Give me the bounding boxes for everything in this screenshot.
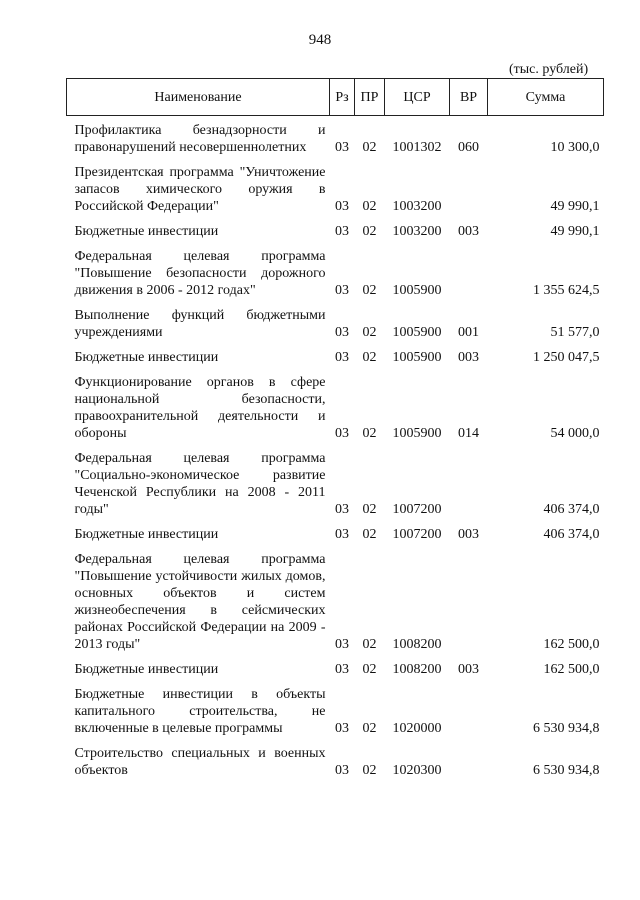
table-header-row [67, 79, 604, 116]
row-pr: 02 [362, 325, 377, 340]
row-rz: 03 [335, 350, 349, 365]
row-sum: 406 374,0 [543, 502, 600, 517]
row-vr [450, 248, 488, 307]
row-csr: 1008200 [392, 662, 442, 677]
row-sum: 10 300,0 [550, 140, 600, 155]
row-name: Бюджетные инвестиции [74, 662, 219, 677]
row-pr: 02 [362, 350, 377, 365]
table-row [67, 248, 604, 307]
row-sum: 1 250 047,5 [533, 350, 600, 365]
units-label: (тыс. рублей) [509, 62, 589, 77]
page-number: 948 [308, 32, 332, 48]
row-sum: 49 990,1 [550, 224, 600, 239]
row-csr: 1020000 [392, 721, 442, 736]
budget-table [66, 78, 604, 787]
row-csr: 1005900 [392, 283, 442, 298]
table-row [67, 116, 604, 165]
row-pr: 02 [362, 199, 377, 214]
row-csr: 1008200 [392, 637, 442, 652]
table-row [67, 745, 604, 787]
row-rz: 03 [335, 637, 349, 652]
table-row [67, 526, 604, 551]
row-rz: 03 [335, 199, 349, 214]
row-vr [450, 551, 488, 661]
row-vr: 001 [458, 325, 479, 340]
row-csr: 1007200 [392, 502, 442, 517]
row-name: Федеральная целевая программа "Повышение безопасности дорожного движения в 2006 - 2012 годах" [74, 249, 326, 298]
row-vr: 014 [458, 426, 479, 441]
row-pr: 02 [362, 426, 377, 441]
row-name: Федеральная целевая программа "Повышение устойчивости жилых домов, основных объектов и систем жизнеобеспечения в сейсмических районах Российской Федерации на 2009 - 2013 годы" [74, 552, 326, 652]
header-rz: Рз [330, 79, 355, 116]
header-vr: ВР [450, 79, 488, 116]
table-row [67, 223, 604, 248]
row-rz: 03 [335, 325, 349, 340]
row-name: Бюджетные инвестиции [74, 527, 219, 542]
row-pr: 02 [362, 502, 377, 517]
row-pr: 02 [362, 637, 377, 652]
table-row [67, 164, 604, 223]
row-vr [450, 164, 488, 223]
row-name: Функционирование органов в сфере национальной безопасности, правоохранительной деятельности и обороны [74, 375, 326, 441]
row-name: Бюджетные инвестиции [74, 224, 219, 239]
table-row [67, 661, 604, 686]
table-row [67, 307, 604, 349]
header-sum: Сумма [488, 79, 604, 116]
row-csr: 1007200 [392, 527, 442, 542]
row-rz: 03 [335, 283, 349, 298]
row-sum: 54 000,0 [550, 426, 600, 441]
table-row [67, 374, 604, 450]
row-rz: 03 [335, 140, 349, 155]
row-name: Федеральная целевая программа "Социально-экономическое развитие Чеченской Республики на 2008 - 2011 годы" [74, 451, 326, 517]
row-vr [450, 450, 488, 526]
row-vr: 003 [458, 662, 479, 677]
row-pr: 02 [362, 527, 377, 542]
row-vr: 060 [458, 140, 479, 155]
table-row [67, 686, 604, 745]
row-pr: 02 [362, 721, 377, 736]
table-row [67, 450, 604, 526]
row-vr: 003 [458, 350, 479, 365]
row-sum: 6 530 934,8 [533, 763, 600, 778]
row-csr: 1005900 [392, 325, 442, 340]
row-name: Бюджетные инвестиции в объекты капитального строительства, не включенные в целевые программы [74, 687, 326, 736]
row-name: Строительство специальных и военных объектов [74, 746, 326, 778]
row-sum: 162 500,0 [543, 637, 600, 652]
row-csr: 1005900 [392, 350, 442, 365]
row-name: Профилактика безнадзорности и правонарушений несовершеннолетних [74, 123, 326, 155]
row-name: Выполнение функций бюджетными учреждениями [74, 308, 326, 340]
row-vr [450, 745, 488, 787]
row-csr: 1003200 [392, 199, 442, 214]
row-rz: 03 [335, 426, 349, 441]
row-pr: 02 [362, 140, 377, 155]
row-rz: 03 [335, 502, 349, 517]
row-sum: 406 374,0 [543, 527, 600, 542]
row-sum: 1 355 624,5 [533, 283, 600, 298]
row-sum: 6 530 934,8 [533, 721, 600, 736]
row-rz: 03 [335, 662, 349, 677]
row-vr: 003 [458, 527, 479, 542]
row-pr: 02 [362, 283, 377, 298]
row-sum: 162 500,0 [543, 662, 600, 677]
row-csr: 1005900 [392, 426, 442, 441]
row-pr: 02 [362, 662, 377, 677]
row-csr: 1003200 [392, 224, 442, 239]
row-rz: 03 [335, 224, 349, 239]
row-sum: 51 577,0 [550, 325, 600, 340]
row-name: Бюджетные инвестиции [74, 350, 219, 365]
row-pr: 02 [362, 224, 377, 239]
header-pr: ПР [355, 79, 385, 116]
row-rz: 03 [335, 721, 349, 736]
row-rz: 03 [335, 527, 349, 542]
table-row [67, 349, 604, 374]
header-name: Наименование [67, 79, 330, 116]
row-csr: 1001302 [392, 140, 442, 155]
table-row [67, 551, 604, 661]
header-csr: ЦСР [385, 79, 450, 116]
row-vr [450, 686, 488, 745]
row-sum: 49 990,1 [550, 199, 600, 214]
row-name: Президентская программа "Уничтожение запасов химического оружия в Российской Федерации" [74, 165, 326, 214]
row-vr: 003 [458, 224, 479, 239]
row-rz: 03 [335, 763, 349, 778]
row-csr: 1020300 [392, 763, 442, 778]
row-pr: 02 [362, 763, 377, 778]
